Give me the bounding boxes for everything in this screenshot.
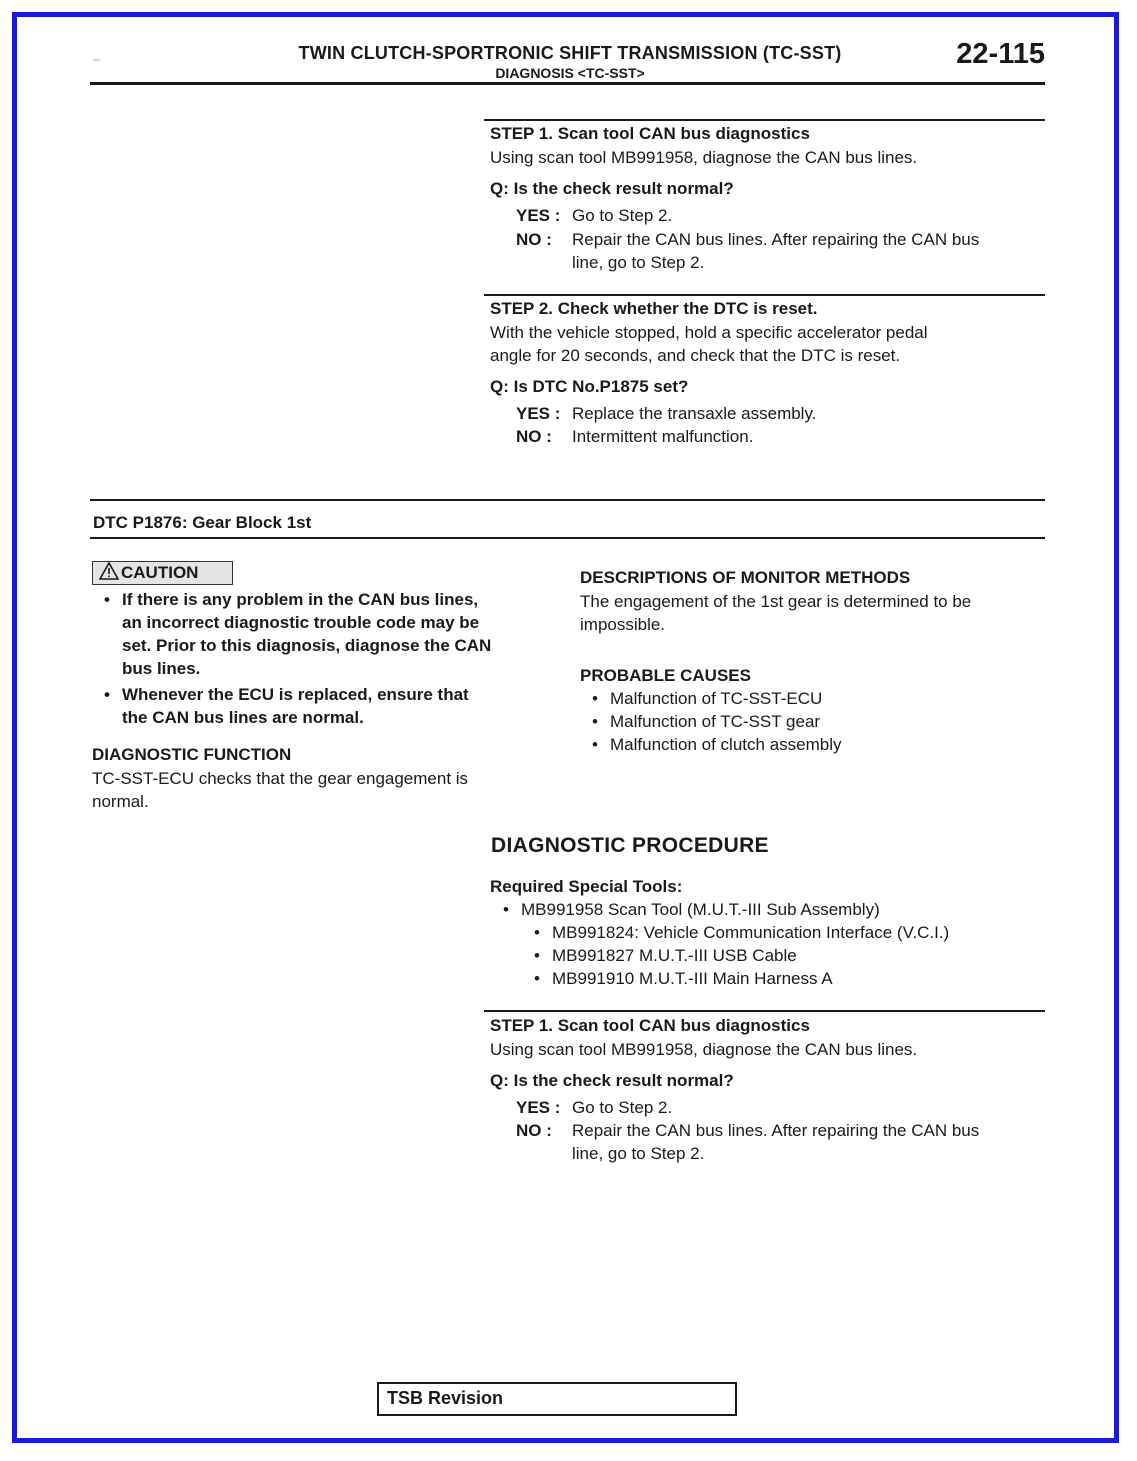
step-question: Q: Is the check result normal? bbox=[490, 179, 734, 198]
monitor-methods-text: impossible. bbox=[580, 615, 666, 634]
answer-yes bbox=[516, 204, 1046, 228]
answer-no-key: NO : bbox=[516, 427, 552, 446]
caution-text: CAUTION bbox=[121, 563, 199, 582]
step-body: angle for 20 seconds, and check that the DTC is reset. bbox=[490, 346, 901, 365]
header-title: TWIN CLUTCH-SPORTRONIC SHIFT TRANSMISSION (TC-SST) bbox=[298, 43, 842, 63]
tool-sub-item: • MB991824: Vehicle Communication Interface (V.C.I.) bbox=[534, 923, 950, 942]
answer-no-text: line, go to Step 2. bbox=[572, 253, 705, 272]
tool-text: MB991958 Scan Tool (M.U.T.-III Sub Assembly) bbox=[521, 900, 880, 919]
step-divider bbox=[484, 294, 1045, 296]
probable-cause-text: Malfunction of TC-SST gear bbox=[610, 712, 821, 731]
header-rule bbox=[90, 82, 1045, 85]
step-question: Q: Is DTC No.P1875 set? bbox=[490, 377, 689, 396]
tool-item: • MB991958 Scan Tool (M.U.T.-III Sub Assembly) bbox=[503, 900, 880, 919]
step-title: STEP 1. Scan tool CAN bus diagnostics bbox=[490, 124, 810, 143]
diagnostic-function-text: normal. bbox=[92, 792, 149, 811]
caution-line: Whenever the ECU is replaced, ensure that bbox=[122, 685, 469, 704]
probable-cause-text: Malfunction of TC-SST-ECU bbox=[610, 689, 823, 708]
probable-cause-item: • Malfunction of clutch assembly bbox=[592, 735, 842, 754]
step-title: STEP 2. Check whether the DTC is reset. bbox=[490, 299, 818, 318]
caution-line: bus lines. bbox=[122, 659, 201, 678]
answer-no bbox=[516, 425, 1046, 449]
dtc-rule-top bbox=[90, 499, 1045, 501]
step-body: Using scan tool MB991958, diagnose the CAN bus lines. bbox=[490, 1040, 918, 1059]
caution-line: an incorrect diagnostic trouble code may be bbox=[122, 613, 480, 632]
answer-yes-text: Replace the transaxle assembly. bbox=[572, 404, 817, 423]
answer-no-text: Repair the CAN bus lines. After repairing the CAN bus bbox=[572, 230, 980, 249]
monitor-methods-heading: DESCRIPTIONS OF MONITOR METHODS bbox=[580, 568, 911, 587]
answer-yes bbox=[516, 1096, 1046, 1120]
caution-item: • Whenever the ECU is replaced, ensure that the CAN bus lines are normal. bbox=[104, 685, 469, 727]
tool-sub-text: MB991824: Vehicle Communication Interface (V.C.I.) bbox=[552, 923, 950, 942]
header-subtitle: DIAGNOSIS <TC-SST> bbox=[495, 65, 645, 81]
caution-line: If there is any problem in the CAN bus lines, bbox=[122, 590, 479, 609]
diagnostic-function-heading: DIAGNOSTIC FUNCTION bbox=[92, 745, 292, 764]
step-title: STEP 1. Scan tool CAN bus diagnostics bbox=[490, 1016, 810, 1035]
caution-line: set. Prior to this diagnosis, diagnose the CAN bbox=[122, 636, 492, 655]
caution-item: • If there is any problem in the CAN bus lines, an incorrect diagnostic trouble code may be set. Prior to this diagnosis, diagnose the CAN bus lines. bbox=[104, 590, 492, 678]
dtc-rule-bottom bbox=[90, 537, 1045, 539]
answer-yes-text: Go to Step 2. bbox=[572, 206, 673, 225]
answer-yes-key: YES : bbox=[516, 1098, 561, 1117]
step-divider bbox=[484, 119, 1045, 121]
answer-no bbox=[516, 228, 1046, 276]
answer-yes bbox=[516, 402, 1046, 426]
tools-heading: Required Special Tools: bbox=[490, 877, 683, 896]
procedure-title: DIAGNOSTIC PROCEDURE bbox=[491, 834, 769, 857]
tool-sub-item: • MB991827 M.U.T.-III USB Cable bbox=[534, 946, 797, 965]
header-dash: – bbox=[93, 52, 100, 66]
step-body: With the vehicle stopped, hold a specific accelerator pedal bbox=[490, 323, 928, 342]
answer-yes-key: YES : bbox=[516, 404, 561, 423]
tool-sub-item: • MB991910 M.U.T.-III Main Harness A bbox=[534, 969, 833, 988]
answer-no-text: line, go to Step 2. bbox=[572, 1144, 705, 1163]
answer-no-text: Intermittent malfunction. bbox=[572, 427, 754, 446]
step-question: Q: Is the check result normal? bbox=[490, 1071, 734, 1090]
answer-no-key: NO : bbox=[516, 230, 552, 249]
monitor-methods-text: The engagement of the 1st gear is determined to be bbox=[580, 592, 972, 611]
answer-yes-text: Go to Step 2. bbox=[572, 1098, 673, 1117]
answer-yes-key: YES : bbox=[516, 206, 561, 225]
caution-label bbox=[92, 561, 233, 585]
answer-no-text: Repair the CAN bus lines. After repairing the CAN bus bbox=[572, 1121, 980, 1140]
probable-causes-heading: PROBABLE CAUSES bbox=[580, 666, 751, 685]
probable-cause-item: • Malfunction of TC-SST gear bbox=[592, 712, 821, 731]
diagnostic-function-text: TC-SST-ECU checks that the gear engagement is bbox=[92, 769, 469, 788]
answer-no bbox=[516, 1119, 1046, 1167]
tool-sub-text: MB991827 M.U.T.-III USB Cable bbox=[552, 946, 797, 965]
tsb-revision-box: TSB Revision bbox=[377, 1382, 737, 1416]
probable-cause-item: • Malfunction of TC-SST-ECU bbox=[592, 689, 823, 708]
warning-icon bbox=[99, 562, 119, 580]
probable-cause-text: Malfunction of clutch assembly bbox=[610, 735, 842, 754]
caution-line: the CAN bus lines are normal. bbox=[122, 708, 364, 727]
answer-no-key: NO : bbox=[516, 1121, 552, 1140]
page-number: 22-115 bbox=[956, 38, 1045, 70]
tool-sub-text: MB991910 M.U.T.-III Main Harness A bbox=[552, 969, 833, 988]
dtc-title: DTC P1876: Gear Block 1st bbox=[93, 513, 312, 532]
step-divider bbox=[484, 1010, 1045, 1012]
step-body: Using scan tool MB991958, diagnose the CAN bus lines. bbox=[490, 148, 918, 167]
